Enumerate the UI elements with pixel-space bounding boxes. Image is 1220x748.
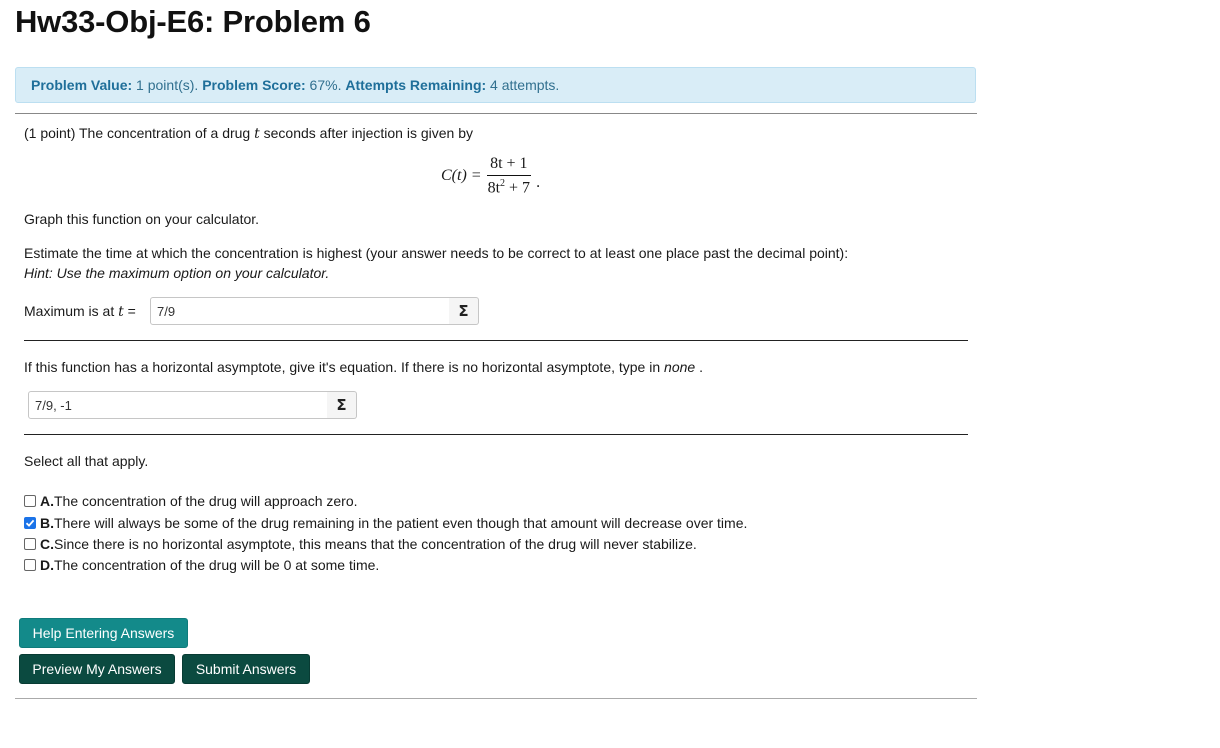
select-instruction: Select all that apply. <box>24 453 149 469</box>
choice-b[interactable] <box>24 515 747 531</box>
denominator-base: 8t <box>487 179 501 197</box>
choice-c-text: Since there is no horizontal asymptote, this means that the concentration of the drug will never stabilize. <box>54 536 697 552</box>
maximum-label-equals: = <box>123 303 136 319</box>
concentration-formula <box>441 155 540 197</box>
checkbox-c[interactable] <box>24 538 36 550</box>
help-entering-answers-button[interactable]: Help Entering Answers <box>19 618 188 648</box>
problem-intro-text: (1 point) The concentration of a drug <box>24 125 255 141</box>
checkmark-icon <box>25 518 35 528</box>
formula-lhs: C(t) = <box>441 167 482 184</box>
choice-d[interactable] <box>24 557 379 573</box>
asymptote-answer-input[interactable] <box>28 391 328 419</box>
section-divider-1 <box>24 340 968 341</box>
problem-intro-text-end: seconds after injection is given by <box>259 125 473 141</box>
problem-value-text: 1 point(s). <box>132 77 203 93</box>
variable-t: t <box>254 126 260 142</box>
problem-intro <box>24 125 473 142</box>
maximum-label <box>24 303 136 320</box>
preview-answers-button[interactable]: Preview My Answers <box>19 654 175 684</box>
choice-a-text: The concentration of the drug will approach zero. <box>54 493 358 509</box>
choice-c-letter: C. <box>40 536 54 552</box>
choice-a-letter: A. <box>40 493 54 509</box>
maximum-label-var: t <box>118 304 124 320</box>
choice-a[interactable] <box>24 493 358 509</box>
attempts-remaining-text: 4 attempts. <box>486 77 560 93</box>
equation-editor-button-2[interactable] <box>327 391 357 419</box>
maximum-label-text: Maximum is at <box>24 303 119 319</box>
attempts-remaining-label: Attempts Remaining: <box>345 77 487 93</box>
sigma-icon: Σ <box>336 396 347 414</box>
choice-b-text: There will always be some of the drug remaining in the patient even though that amount will decrease over time. <box>54 515 748 531</box>
choice-b-letter: B. <box>40 515 54 531</box>
section-divider-2 <box>24 434 968 435</box>
equation-editor-button-1[interactable] <box>449 297 479 325</box>
asymptote-none-word: none <box>664 359 696 375</box>
formula-denominator <box>485 176 533 197</box>
formula-fraction <box>485 155 533 197</box>
problem-value-label: Problem Value: <box>31 77 133 93</box>
submit-answers-button[interactable]: Submit Answers <box>182 654 310 684</box>
choice-d-text: The concentration of the drug will be 0 at some time. <box>54 557 380 573</box>
formula-period: . <box>536 174 541 191</box>
top-divider <box>15 113 977 114</box>
asymptote-instruction <box>24 359 703 375</box>
choice-d-letter: D. <box>40 557 54 573</box>
formula-numerator: 8t + 1 <box>487 155 530 176</box>
problem-score-label: Problem Score: <box>202 77 306 93</box>
page-title: Hw33-Obj-E6: Problem 6 <box>15 4 371 39</box>
problem-score-text: 67%. <box>305 77 346 93</box>
calculator-hint: Hint: Use the maximum option on your calculator. <box>24 265 330 281</box>
asymptote-instruction-end: . <box>695 359 703 375</box>
denominator-rest: + 7 <box>505 179 531 197</box>
maximum-answer-input[interactable] <box>150 297 450 325</box>
estimate-instruction: Estimate the time at which the concentration is highest (your answer needs to be correct to at least one place past the decimal point): <box>24 245 849 261</box>
choice-c[interactable] <box>24 536 697 552</box>
checkbox-d[interactable] <box>24 559 36 571</box>
checkbox-b[interactable] <box>24 517 36 529</box>
denominator-exponent: 2 <box>500 177 506 189</box>
asymptote-instruction-text: If this function has a horizontal asymptote, give it's equation. If there is no horizontal asymptote, type in <box>24 359 665 375</box>
problem-status-banner <box>15 67 976 103</box>
bottom-divider <box>15 698 977 699</box>
sigma-icon: Σ <box>458 302 469 320</box>
graph-instruction: Graph this function on your calculator. <box>24 211 260 227</box>
checkbox-a[interactable] <box>24 495 36 507</box>
